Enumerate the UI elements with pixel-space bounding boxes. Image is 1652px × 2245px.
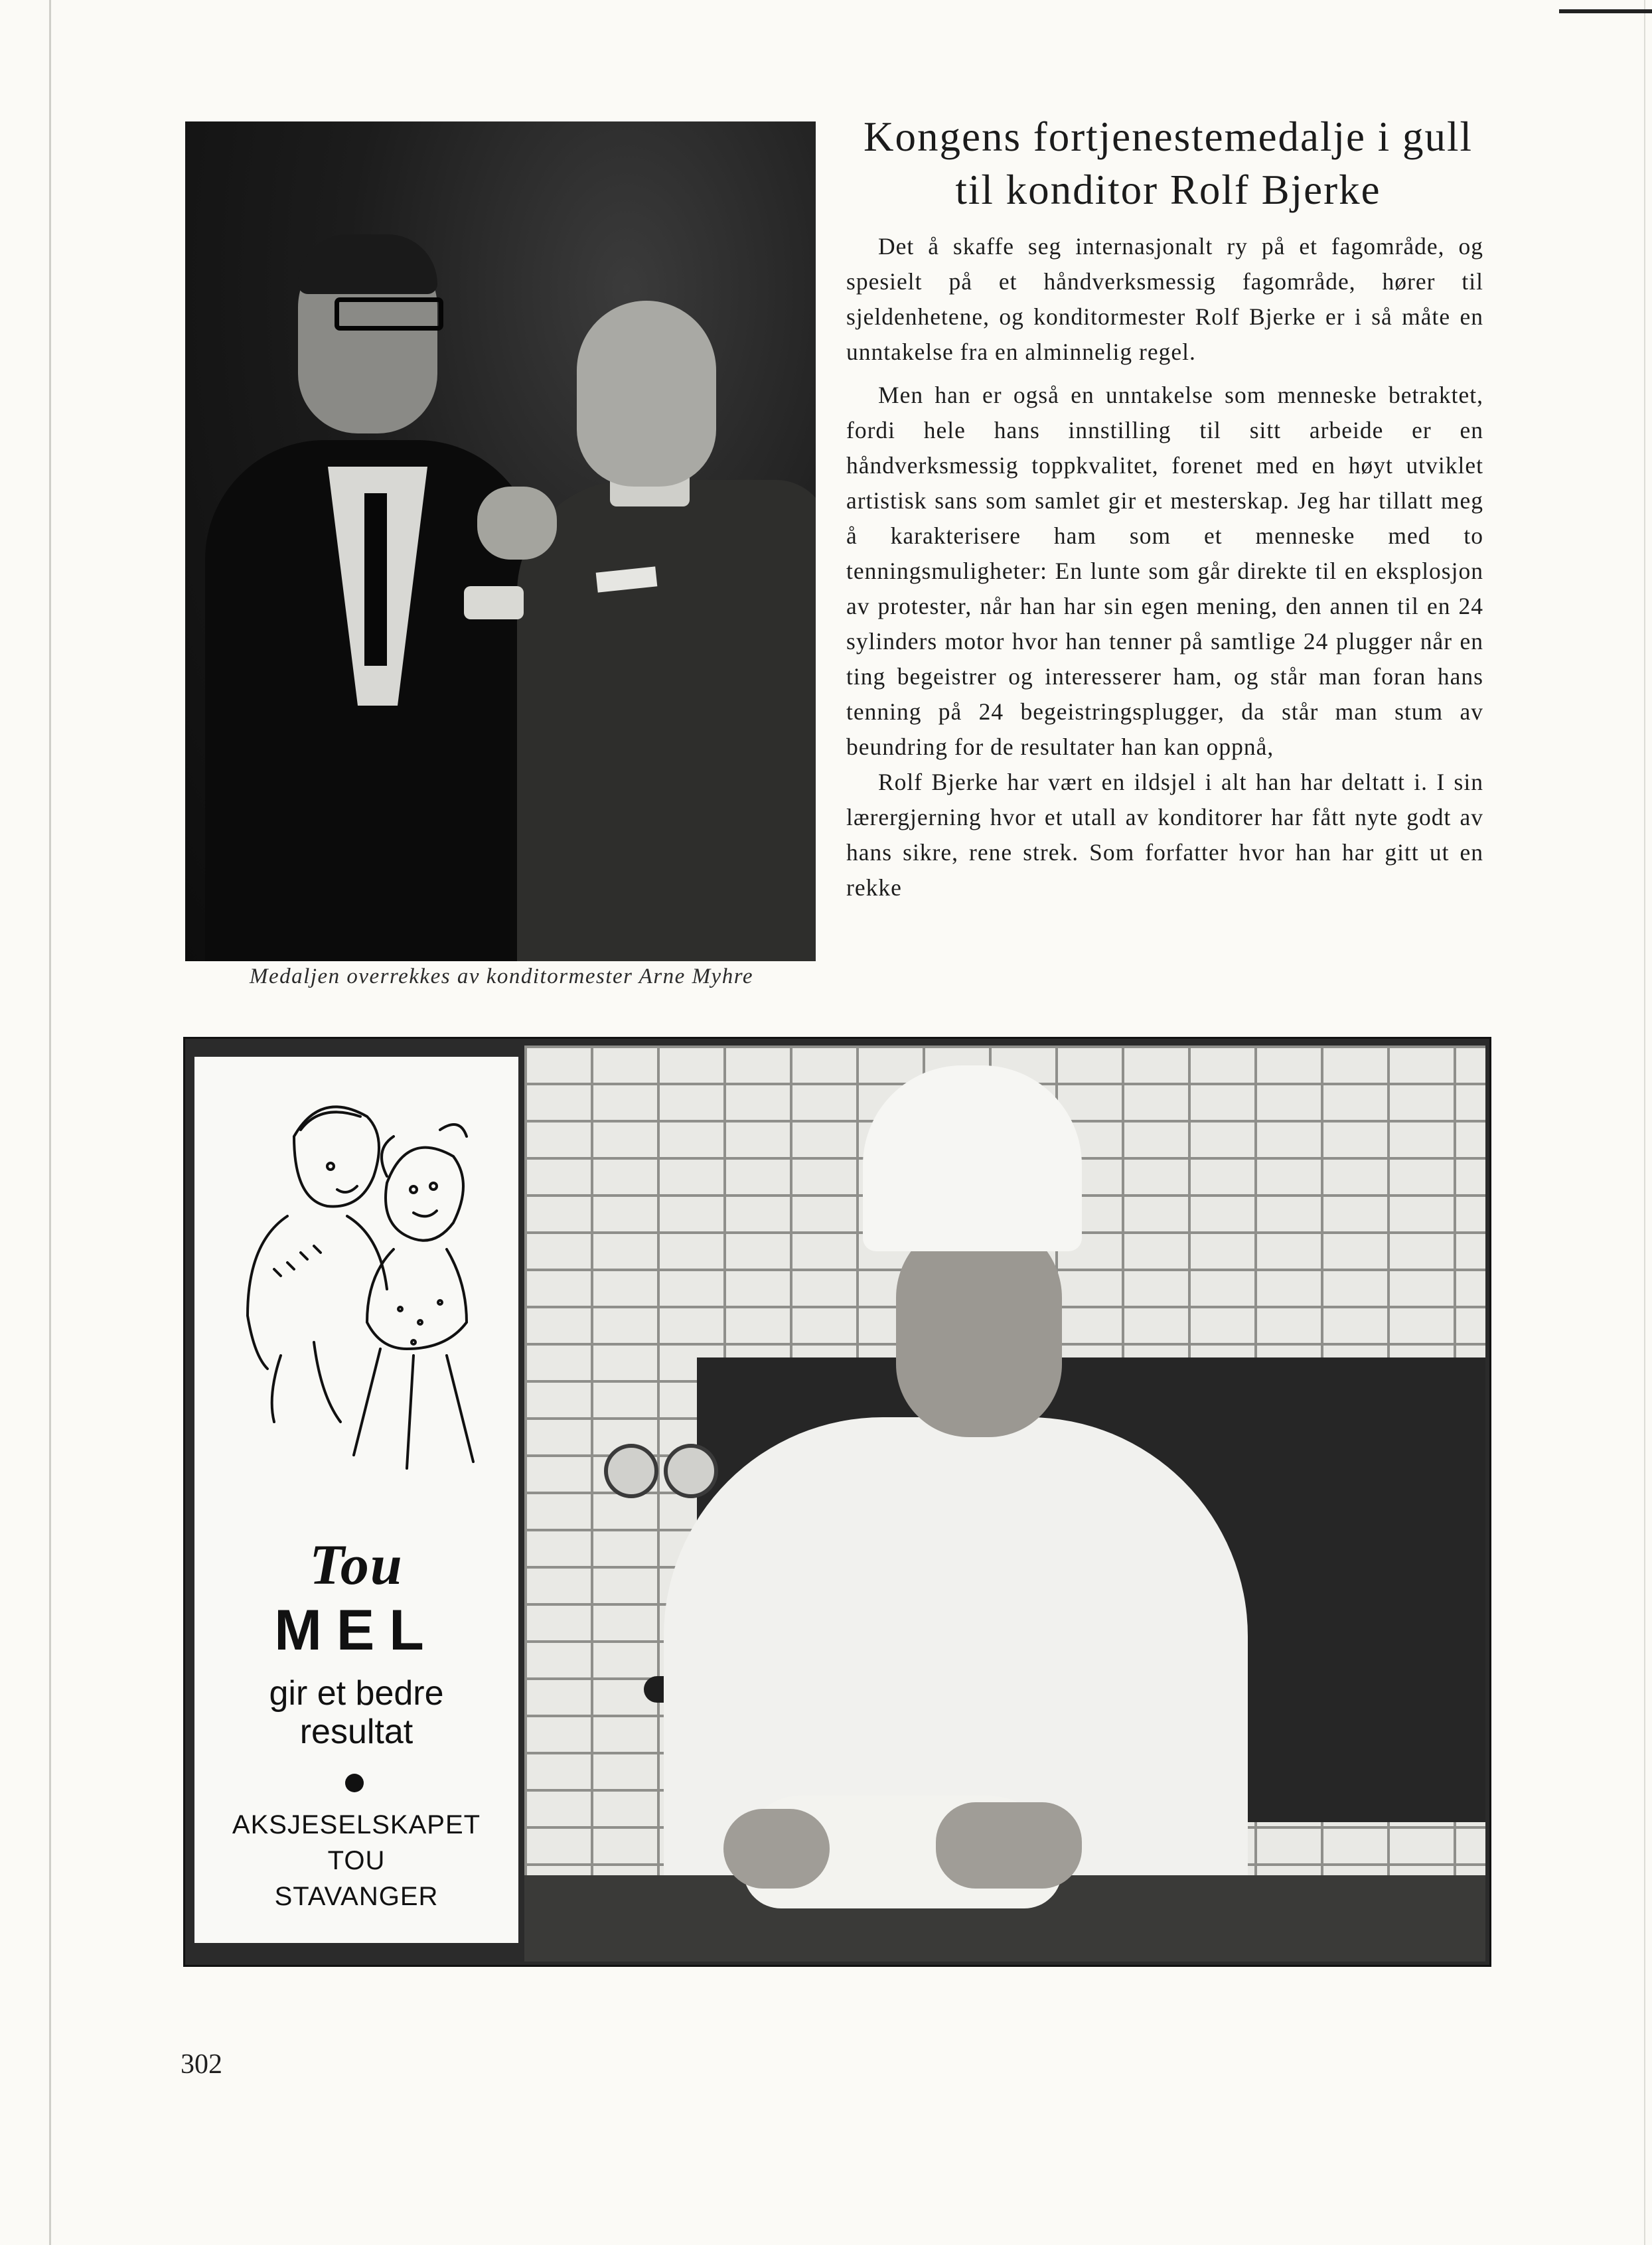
gauge-icon: [604, 1444, 658, 1498]
article-paragraph-2: Men han er også en unntakelse som menneske betraktet, fordi hele hans innstilling til sitt arbeide er en håndverksmessig toppkvalitet, forenet med en høyt utviklet artistisk sans som samlet gir et mesterskap. Jeg har tillatt meg å karakterisere ham som et menneske med to tenningsmuligheter: En lunte som går direkte til en eksplosjon av protester, når han har sin egen mening, den annen til en 24 sylinders motor hvor han tenner på samtlige 24 plugger når en ting begeistrer og interesserer ham, og står man foran hans tenning på 24 begeistringsplugger, da står man stum av beundring for de resultater han kan oppnå,: [846, 382, 1483, 760]
headline-line-1: Kongens fortjenestemedalje i gull: [863, 114, 1473, 160]
ad-product-name: MEL: [274, 1598, 439, 1662]
ad-company-name: AKSJESELSKAPET TOU STAVANGER: [232, 1810, 481, 1911]
photo-caption: Medaljen overrekkes av konditormester Arne Myhre: [250, 965, 753, 988]
tou-flour-advertisement: [194, 1057, 518, 1943]
bullet-dot-icon: [345, 1774, 364, 1792]
man-right-head: [577, 301, 716, 487]
gauge-icon: [664, 1444, 718, 1498]
medal-ceremony-photo: [185, 121, 816, 961]
article-paragraph-3: Rolf Bjerke har vært en ildsjel i alt han har deltatt i. I sin lærergjerning hvor et utall av konditorer har fått nyte godt av hans sikre, rene strek. Som forfatter hvor han har gitt ut en rekke: [846, 769, 1483, 901]
hand-with-medal: [477, 487, 557, 560]
man-right-suit: [517, 480, 816, 961]
ad-slogan: gir et bedre resultat: [269, 1674, 444, 1751]
page-edge-left: [49, 0, 51, 2245]
page-number: 302: [181, 2049, 222, 2080]
chef-hat: [863, 1065, 1082, 1251]
children-sketch-illustration: [194, 1057, 518, 1521]
baker-kneading-photo: [524, 1045, 1485, 1962]
headline-line-2: til konditor Rolf Bjerke: [955, 167, 1381, 213]
page-edge-right: [1644, 0, 1645, 2245]
page-edge-mark: [1559, 9, 1652, 13]
glasses-icon: [335, 297, 443, 331]
article-body: [846, 229, 1483, 905]
tou-brand-logo: Tou: [309, 1533, 404, 1596]
article-paragraph-1: Det å skaffe seg internasjonalt ry på et fagområde, og spesielt på et håndverksmessig fagområde, hører til sjeldenhetene, og konditormester Rolf Bjerke er i så måte en unntakelse fra en alminnelig regel.: [846, 233, 1483, 365]
article-headline: [850, 110, 1487, 216]
